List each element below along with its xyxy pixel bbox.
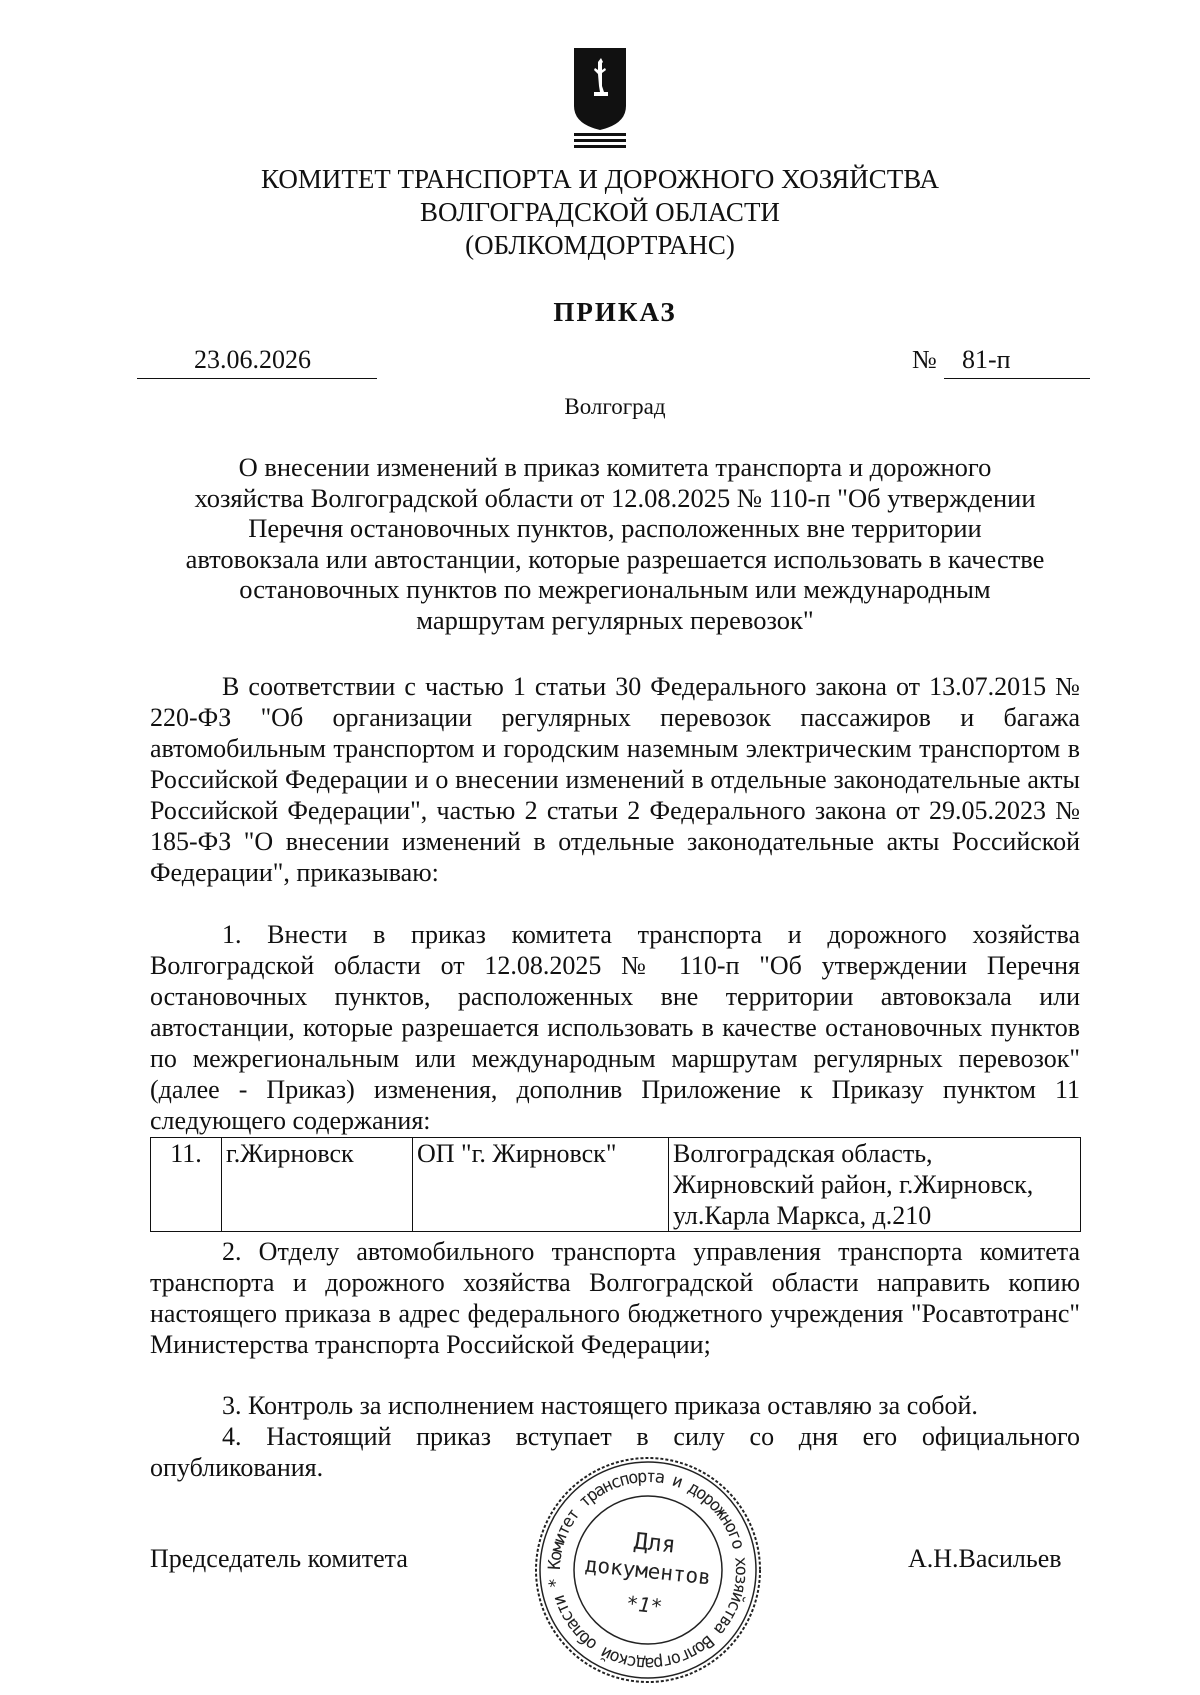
order-date-field: [137, 346, 377, 379]
order-number-field: [944, 346, 1090, 379]
address-line: Жирновский район, г.Жирновск,: [673, 1170, 1034, 1199]
order-date: 23.06.2026: [194, 345, 311, 374]
order-number: 81-п: [962, 345, 1011, 374]
subject-line: О внесении изменений в приказ комитета транспорта и дорожного: [238, 452, 992, 482]
stop-name-cell: ОП "г. Жирновск": [413, 1138, 669, 1232]
number-sign: №: [912, 345, 937, 374]
item-3-paragraph: 3. Контроль за исполнением настоящего приказа оставляю за собой.: [222, 1391, 978, 1420]
org-name-line-1: КОМИТЕТ ТРАНСПОРТА И ДОРОЖНОГО ХОЗЯЙСТВА: [260, 164, 940, 194]
stamp-center-line-3: *1*: [625, 1590, 664, 1619]
table-row: [151, 1138, 1081, 1232]
address-cell: [669, 1138, 1081, 1232]
signatory-position: Председатель комитета: [150, 1544, 408, 1573]
stamp-center-line-1: Для: [632, 1528, 677, 1559]
subject-line: маршрутам регулярных перевозок": [416, 604, 814, 635]
org-name-line-2: ВОЛГОГРАДСКОЙ ОБЛАСТИ: [420, 197, 780, 227]
subject-line: автовокзала или автостанции, которые разрешается использовать в качестве: [185, 543, 1045, 574]
issue-city: Волгоград: [564, 394, 666, 419]
preamble-paragraph: В соответствии с частью 1 статьи 30 Федерального закона от 13.07.2015 № 220-ФЗ "Об организации регулярных перевозок пассажиров и багажа автомобильным транспортом и городским наземным электрическим транспортом в Российской Федерации и о внесении изменений в отдельные законодательные акты Российской Федерации", частью 2 статьи 2 Федерального закона от 29.05.2023 № 185-ФЗ "О внесении изменений в отдельные законодательные акты Российской Федерации", приказываю:: [150, 672, 1080, 887]
city-cell: г.Жирновск: [222, 1138, 413, 1232]
stamp-ring-text: Комитет транспорта и дорожного хозяйства Волгоградской области *: [544, 1466, 752, 1674]
subject-line: остановочных пунктов по межрегиональным или международным: [239, 574, 991, 604]
item-4-paragraph: 4. Настоящий приказ вступает в силу со дня его официального опубликования.: [150, 1422, 1080, 1482]
subject-line: хозяйства Волгоградской области от 12.08.2025 № 110-п "Об утверждении: [194, 482, 1036, 513]
item-2-paragraph: 2. Отделу автомобильного транспорта управления транспорта комитета транспорта и дорожного хозяйства Волгоградской области направить копию настоящего приказа в адрес федерального бюджетного учреждения "Росавтотранс" Министерства транспорта Российской Федерации;: [150, 1237, 1080, 1359]
coat-of-arms-icon: [574, 48, 626, 148]
org-abbreviation: (ОБЛКОМДОРТРАНС): [465, 230, 735, 260]
official-stamp: [532, 1454, 764, 1686]
address-line: Волгоградская область,: [673, 1139, 933, 1168]
item-1-paragraph: 1. Внести в приказ комитета транспорта и дорожного хозяйства Волгоградской области от 12.08.2025 № 110-п "Об утверждении Перечня остановочных пунктов, расположенных вне территории автовокзала или автостанции, которые разрешается использовать в качестве остановочных пунктов по межрегиональным или международным маршрутам регулярных перевозок" (далее - Приказ) изменения, дополнив Приложение к Приказу пунктом 11 следующего содержания:: [150, 920, 1080, 1135]
stop-table: [150, 1137, 1081, 1232]
stamp-center-line-2: документов: [583, 1552, 713, 1590]
row-number-cell: 11.: [151, 1138, 222, 1232]
order-subject: [145, 452, 1085, 635]
subject-line: Перечня остановочных пунктов, расположенных вне территории: [248, 513, 982, 543]
signatory-name: А.Н.Васильев: [908, 1544, 1062, 1573]
document-type-title: ПРИКАЗ: [553, 297, 677, 327]
address-line: ул.Карла Маркса, д.210: [673, 1201, 932, 1230]
